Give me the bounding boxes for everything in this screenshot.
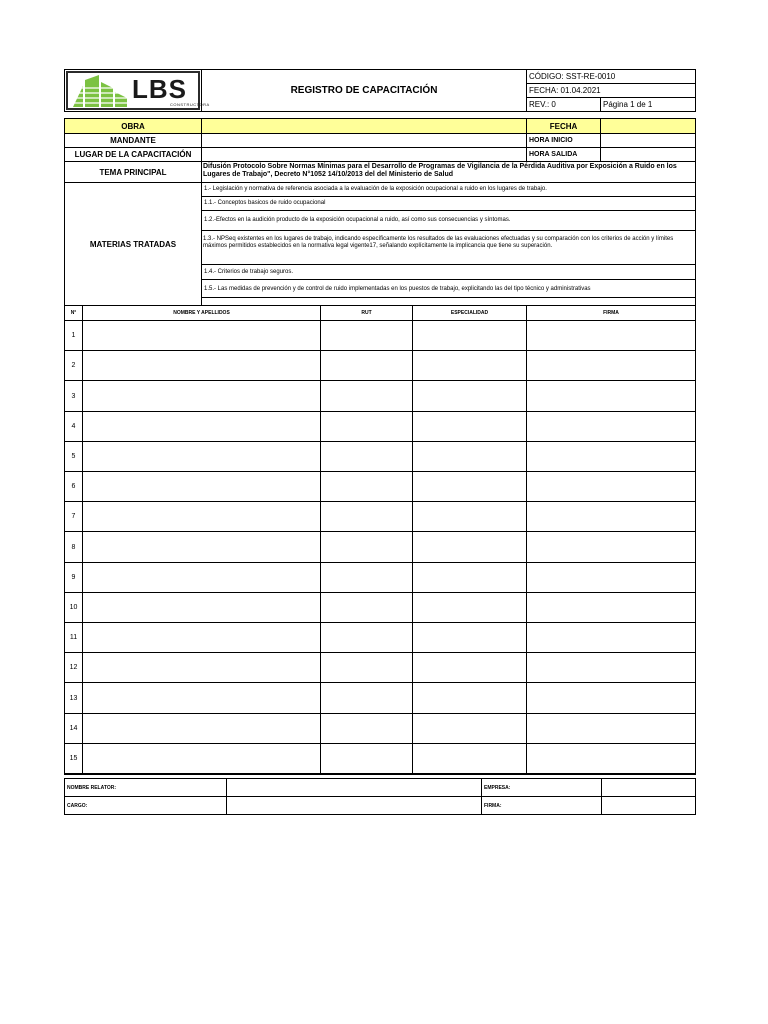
name-field[interactable]	[82, 380, 321, 412]
row-number: 5	[64, 441, 83, 472]
signature-field[interactable]	[526, 320, 696, 351]
name-field[interactable]	[82, 713, 321, 744]
name-field[interactable]	[82, 531, 321, 563]
document-date: FECHA: 01.04.2021	[526, 83, 696, 98]
row-number: 6	[64, 471, 83, 502]
obra-label: OBRA	[64, 118, 202, 134]
rut-field[interactable]	[320, 592, 413, 623]
rut-field[interactable]	[320, 562, 413, 593]
name-field[interactable]	[82, 411, 321, 442]
name-field[interactable]	[82, 441, 321, 472]
materia-item: 1.- Legislación y normativa de referencia asociada a la evaluación de la exposición ocupacional a ruido en los lugares de trabajo.	[201, 182, 696, 197]
specialty-field[interactable]	[412, 682, 527, 714]
rut-field[interactable]	[320, 411, 413, 442]
row-number: 2	[64, 350, 83, 381]
row-number: 13	[64, 682, 83, 714]
specialty-field[interactable]	[412, 441, 527, 472]
document-title: REGISTRO DE CAPACITACIÓN	[201, 69, 527, 112]
signature-field[interactable]	[526, 471, 696, 502]
rut-field[interactable]	[320, 713, 413, 744]
rut-field[interactable]	[320, 652, 413, 683]
specialty-field[interactable]	[412, 622, 527, 653]
row-number: 3	[64, 380, 83, 412]
specialty-field[interactable]	[412, 380, 527, 412]
logo-text: LBS	[132, 74, 187, 104]
hora-inicio-field[interactable]	[600, 133, 696, 148]
materia-item: 1.4.- Criterios de trabajo seguros.	[201, 264, 696, 280]
materia-item: 1.1.- Conceptos basicos de ruido ocupacional	[201, 196, 696, 211]
cargo-field[interactable]	[226, 796, 482, 815]
mandante-field[interactable]	[201, 133, 527, 148]
relator-field[interactable]	[226, 778, 482, 797]
lugar-field[interactable]	[201, 147, 527, 162]
row-number: 8	[64, 531, 83, 563]
row-number: 15	[64, 743, 83, 774]
specialty-field[interactable]	[412, 350, 527, 381]
materia-item: 1.5.- Las medidas de prevención y de control de ruido implementadas en los puestos de trabajo, explicitando las del tipo técnico y administrativas	[201, 279, 696, 298]
lugar-label: LUGAR DE LA CAPACITACIÓN	[64, 147, 202, 162]
document-page: Página 1 de 1	[600, 97, 696, 112]
building-icon	[71, 74, 129, 107]
document-code: CÓDIGO: SST-RE-0010	[526, 69, 696, 84]
materias-label: MATERIAS TRATADAS	[64, 182, 202, 306]
signature-field[interactable]	[526, 622, 696, 653]
materia-item: 1.3.- NPSeq existentes en los lugares de trabajo, indicando específicamente los resultados de las evaluaciones efectuadas y su comparación con los criterios de acción y límites máximos permitidos establecidos en la normativa legal vigente17, señalando explícitamente la implicancia que tiene su superación.	[201, 230, 696, 265]
specialty-field[interactable]	[412, 531, 527, 563]
specialty-field[interactable]	[412, 320, 527, 351]
firma-label: FIRMA:	[481, 796, 602, 815]
rut-field[interactable]	[320, 320, 413, 351]
row-number: 12	[64, 652, 83, 683]
specialty-field[interactable]	[412, 652, 527, 683]
mandante-label: MANDANTE	[64, 133, 202, 148]
specialty-field[interactable]	[412, 743, 527, 774]
name-field[interactable]	[82, 652, 321, 683]
rut-field[interactable]	[320, 743, 413, 774]
name-field[interactable]	[82, 471, 321, 502]
specialty-field[interactable]	[412, 411, 527, 442]
name-field[interactable]	[82, 622, 321, 653]
row-number: 14	[64, 713, 83, 744]
empresa-label: EMPRESA:	[481, 778, 602, 797]
specialty-field[interactable]	[412, 501, 527, 532]
row-number: 1	[64, 320, 83, 351]
specialty-field[interactable]	[412, 592, 527, 623]
row-number: 7	[64, 501, 83, 532]
rut-field[interactable]	[320, 622, 413, 653]
specialty-field[interactable]	[412, 471, 527, 502]
signature-field[interactable]	[526, 531, 696, 563]
empresa-field[interactable]	[601, 778, 696, 797]
hora-inicio-label: HORA INICIO	[526, 133, 601, 148]
firma-field[interactable]	[601, 796, 696, 815]
name-field[interactable]	[82, 592, 321, 623]
col-header-number: N°	[64, 305, 83, 321]
company-logo	[66, 71, 210, 110]
fecha-label: FECHA	[526, 118, 601, 134]
signature-field[interactable]	[526, 743, 696, 774]
signature-field[interactable]	[526, 350, 696, 381]
signature-field[interactable]	[526, 501, 696, 532]
name-field[interactable]	[82, 682, 321, 714]
signature-field[interactable]	[526, 562, 696, 593]
rut-field[interactable]	[320, 531, 413, 563]
specialty-field[interactable]	[412, 562, 527, 593]
obra-field[interactable]	[201, 118, 527, 134]
materia-item: 1.2.-Efectos en la audición producto de la exposición ocupacional a ruido, así como sus consecuencias y síntomas.	[201, 210, 696, 231]
signature-field[interactable]	[526, 380, 696, 412]
row-number: 11	[64, 622, 83, 653]
name-field[interactable]	[82, 350, 321, 381]
rut-field[interactable]	[320, 501, 413, 532]
name-field[interactable]	[82, 501, 321, 532]
document-revision: REV.: 0	[526, 97, 601, 112]
tema-label: TEMA PRINCIPAL	[64, 161, 202, 183]
name-field[interactable]	[82, 320, 321, 351]
row-number: 10	[64, 592, 83, 623]
col-header-name: NOMBRE Y APELLIDOS	[82, 305, 321, 321]
hora-salida-field[interactable]	[600, 147, 696, 162]
col-header-specialty: ESPECIALIDAD	[412, 305, 527, 321]
hora-salida-label: HORA SALIDA	[526, 147, 601, 162]
col-header-rut: RUT	[320, 305, 413, 321]
specialty-field[interactable]	[412, 713, 527, 744]
row-number: 4	[64, 411, 83, 442]
relator-label: NOMBRE RELATOR:	[64, 778, 227, 797]
row-number: 9	[64, 562, 83, 593]
signature-field[interactable]	[526, 411, 696, 442]
rut-field[interactable]	[320, 380, 413, 412]
signature-field[interactable]	[526, 713, 696, 744]
rut-field[interactable]	[320, 350, 413, 381]
fecha-field[interactable]	[600, 118, 696, 134]
rut-field[interactable]	[320, 471, 413, 502]
signature-field[interactable]	[526, 441, 696, 472]
rut-field[interactable]	[320, 441, 413, 472]
rut-field[interactable]	[320, 682, 413, 714]
logo-subtext: CONSTRUCTORA	[170, 102, 210, 107]
signature-field[interactable]	[526, 652, 696, 683]
cargo-label: CARGO:	[64, 796, 227, 815]
col-header-signature: FIRMA	[526, 305, 696, 321]
name-field[interactable]	[82, 743, 321, 774]
signature-field[interactable]	[526, 682, 696, 714]
name-field[interactable]	[82, 562, 321, 593]
tema-value: Difusión Protocolo Sobre Normas Mínimas para el Desarrollo de Programas de Vigilancia de la Pérdida Auditiva por Exposición a Ruido en los Lugares de Trabajo", Decreto N°1052 14/10/2013 del del Ministerio de Salud	[201, 161, 696, 183]
signature-field[interactable]	[526, 592, 696, 623]
